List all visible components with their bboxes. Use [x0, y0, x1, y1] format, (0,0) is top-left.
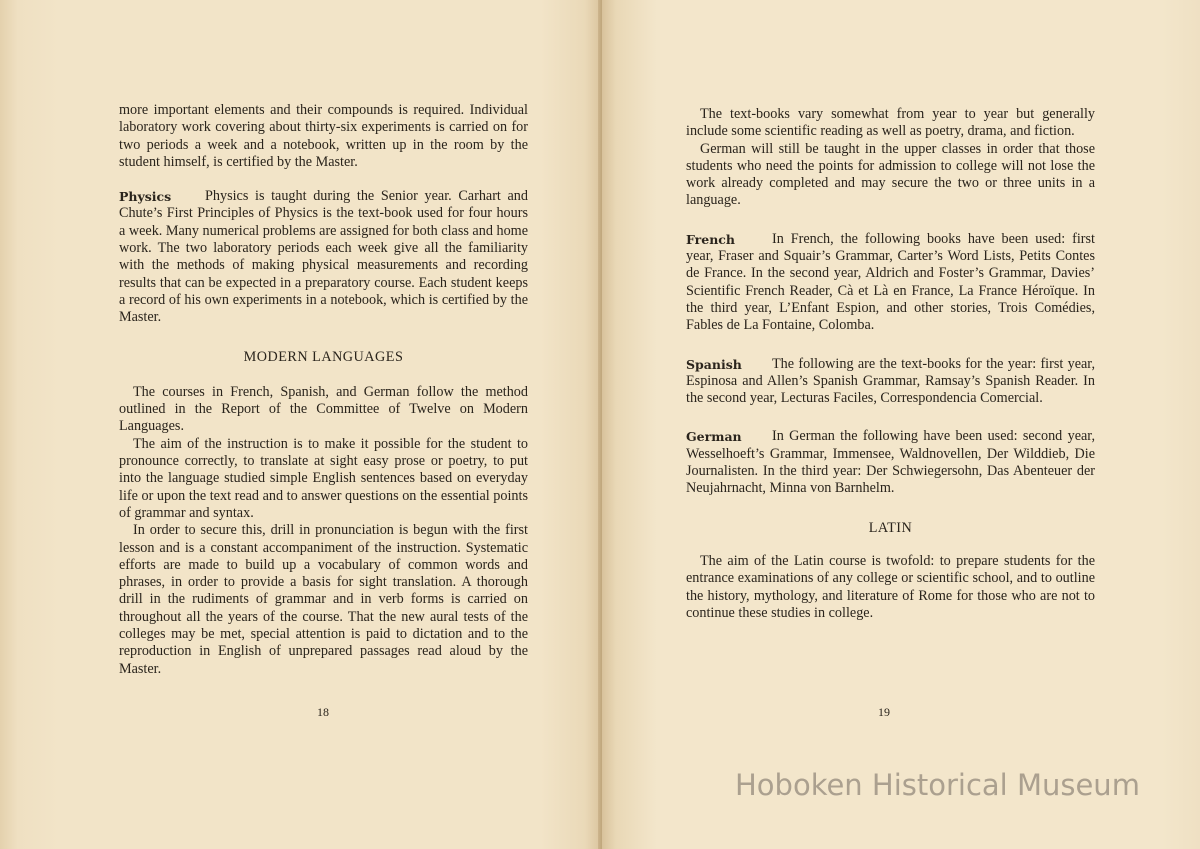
- physics-paragraph: [119, 188, 528, 326]
- german-text: In German the following have been used: second year, Wesselhoeft’s Grammar, Immensee, Waldnovellen, Der Wilddieb, Die Journalisten. In the third year: Der Schwiegersohn, Das Abenteuer der Neujahrnacht, Minna von Barnhelm.: [686, 428, 1095, 497]
- modern-languages-paragraph-1: The courses in French, Spanish, and German follow the method outlined in the Report of the Committee of Twelve on Modern Languages.: [119, 383, 528, 435]
- german-subject-head: German: [686, 429, 742, 445]
- spanish-subject-head: Spanish: [686, 356, 742, 372]
- french-subject-head: French: [686, 231, 735, 247]
- french-paragraph: [686, 231, 1095, 335]
- page-number-18: 18: [317, 705, 329, 719]
- left-text-block: [119, 102, 528, 678]
- modern-languages-paragraph-2: The aim of the instruction is to make it possible for the student to pronounce correctly, to translate at sight easy prose or poetry, to put into the language studied simple English sentences based on everyday life or upon the text read and to answer questions on the essential points of grammar and syntax.: [119, 435, 528, 521]
- page-number-19: 19: [878, 705, 890, 719]
- right-top-paragraph-1: The text-books vary somewhat from year to year but generally include some scientific reading as well as poetry, drama, and fiction.: [686, 106, 1095, 140]
- right-page: [602, 0, 1200, 849]
- physics-text: Physics is taught during the Senior year. Carhart and Chute’s First Principles of Physics is the text-book used for four hours a week. Many numerical problems are assigned for both class and home work. The two laboratory periods each week give all the familiarity with the methods of making physical measurements and recording results that can be expected in a preparatory course. Each student keeps a record of his own experiments in a notebook, which is certified by the Master.: [119, 188, 528, 326]
- german-paragraph: [686, 428, 1095, 497]
- modern-languages-paragraph-3: In order to secure this, drill in pronunciation is begun with the first lesson and is a constant accompaniment of the instruction. Systematic efforts are made to build up a vocabulary of common words and phrases, in order to provide a basis for sight translation. A thorough drill in the rudiments of grammar and in verb forms is carried on throughout all the years of the course. That the new aural tests of the colleges may be met, special attention is paid to dictation and to the reproduction in English of unprepared passages read aloud by the Master.: [119, 522, 528, 677]
- physics-subject-head: Physics: [119, 189, 172, 205]
- museum-watermark: Hoboken Historical Museum: [735, 768, 1140, 802]
- latin-paragraph: The aim of the Latin course is twofold: to prepare students for the entrance examinations of any college or scientific school, and to outline the history, mythology, and literature of Rome for those who are not to continue these studies in college.: [686, 552, 1095, 621]
- right-text-block: [686, 106, 1095, 622]
- left-top-paragraph: more important elements and their compounds is required. Individual laboratory work covering about thirty-six experiments is carried on for two periods a week and a notebook, written up in the room by the student himself, is certified by the Master.: [119, 102, 528, 170]
- french-text: In French, the following books have been used: first year, Fraser and Squair’s Grammar, Carter’s Word Lists, Petits Contes de France. In the second year, Aldrich and Foster’s Grammar, Davies’ Scientific French Reader, Cà et Là en France, La France Héroïque. In the third year, L’Enfant Espion, and other stories, Trois Comédies, Fables de La Fontaine, Colomba.: [686, 230, 1095, 334]
- modern-languages-heading: MODERN LANGUAGES: [243, 348, 404, 365]
- spanish-text: The following are the text-books for the year: first year, Espinosa and Allen’s Spanish Grammar, Ramsay’s Spanish Reader. In the second year, Lecturas Faciles, Correspondencia Comercial.: [686, 355, 1095, 407]
- spanish-paragraph: [686, 356, 1095, 408]
- right-top-paragraph-2: German will still be taught in the upper classes in order that those students who need the points for admission to college will not lose the work already completed and may secure the two or three units in a language.: [686, 140, 1095, 209]
- latin-heading: LATIN: [868, 519, 913, 536]
